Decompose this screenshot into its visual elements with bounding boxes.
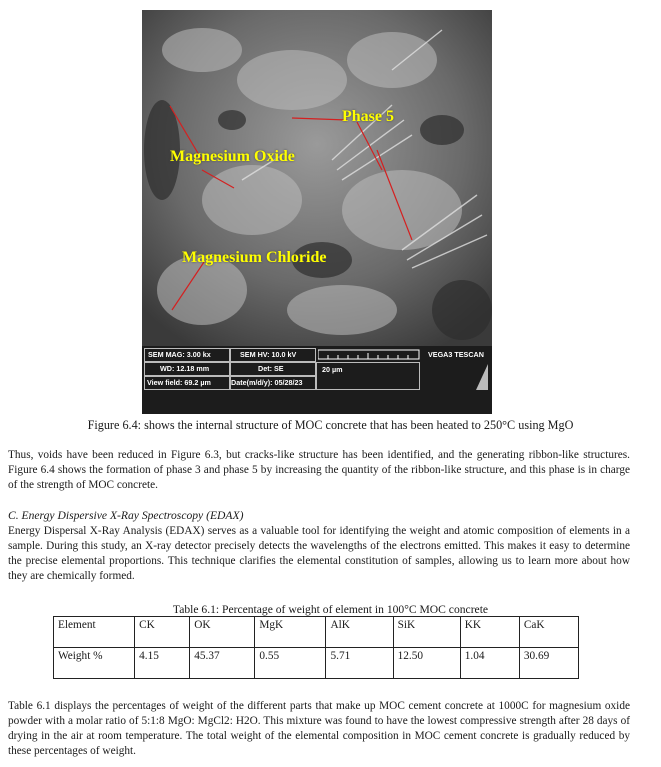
label-magnesium-oxide: Magnesium Oxide (170, 148, 295, 165)
section-paragraph: Energy Dispersal X-Ray Analysis (EDAX) serves as a valuable tool for identifying the weight and atomic composition of elements in a sample. During this study, an X-ray detector precisely detects the wavelengths of the electrons emitted. This makes it easy to determine the precise elemental proportions. This technique clarifies the elemental constitution of samples, allowing us to learn more about how they are chemically formed. (8, 525, 630, 582)
table-header-row (54, 617, 579, 648)
header-cell: KK (460, 617, 519, 648)
row-cell: 30.69 (519, 648, 578, 679)
header-cell: Element (54, 617, 135, 648)
tescan-logo-mark (474, 362, 490, 392)
detector: Det: SE (258, 364, 284, 373)
sem-mag: SEM MAG: 3.00 kx (148, 350, 211, 359)
sem-hv: SEM HV: 10.0 kV (240, 350, 297, 359)
paragraph-2: Table 6.1 displays the percentages of weight of the different parts that make up MOC cement concrete at 1000C for magnesium oxide powder with a molar ratio of 5:1:8 MgO: MgCl2: H2O. This mixture was found to have the lowest compressive strength after 28 days of drying in the air at room temperature. The total weight of the elemental composition in MOC cement concrete is gradually reduced by these percentages of weight. (8, 700, 630, 757)
header-cell: AlK (326, 617, 393, 648)
row-cell: 12.50 (393, 648, 460, 679)
section-heading: C. Energy Dispersive X-Ray Spectroscopy (EDAX) (8, 509, 244, 522)
header-cell: OK (190, 617, 255, 648)
table-caption: Table 6.1: Percentage of weight of element in 100°C MOC concrete (172, 603, 489, 616)
sem-info-bar (142, 346, 492, 414)
date: Date(m/d/y): 05/28/23 (231, 378, 303, 387)
view-field: View field: 69.2 µm (147, 378, 211, 387)
figure-caption: Figure 6.4: shows the internal structure of MOC concrete that has been heated to 250°C using MgO (87, 418, 574, 432)
row-cell: 1.04 (460, 648, 519, 679)
row-cell: 4.15 (135, 648, 190, 679)
paragraph-1: Thus, voids have been reduced in Figure 6.3, but cracks-like structure has been identified, and the generating ribbon-like structures. Figure 6.4 shows the formation of phase 3 and phase 5 by increasing the quantity of the ribbon-like structure, and this phase is in charge of the strength of MOC concrete. (8, 449, 630, 491)
scale-label: 20 µm (322, 365, 343, 374)
label-magnesium-chloride: Magnesium Chloride (182, 249, 327, 266)
label-phase-5: Phase 5 (342, 108, 394, 125)
working-distance: WD: 12.18 mm (160, 364, 210, 373)
row-cell: 0.55 (255, 648, 326, 679)
scale-bar (318, 349, 420, 360)
brand: VEGA3 TESCAN (428, 350, 484, 359)
weight-table (53, 616, 579, 679)
row-cell: 45.37 (190, 648, 255, 679)
row-cell: Weight % (54, 648, 135, 679)
table-row (54, 648, 579, 679)
row-cell: 5.71 (326, 648, 393, 679)
header-cell: SiK (393, 617, 460, 648)
header-cell: MgK (255, 617, 326, 648)
header-cell: CaK (519, 617, 578, 648)
sem-image (142, 10, 492, 346)
sem-micrograph (142, 10, 492, 414)
header-cell: CK (135, 617, 190, 648)
